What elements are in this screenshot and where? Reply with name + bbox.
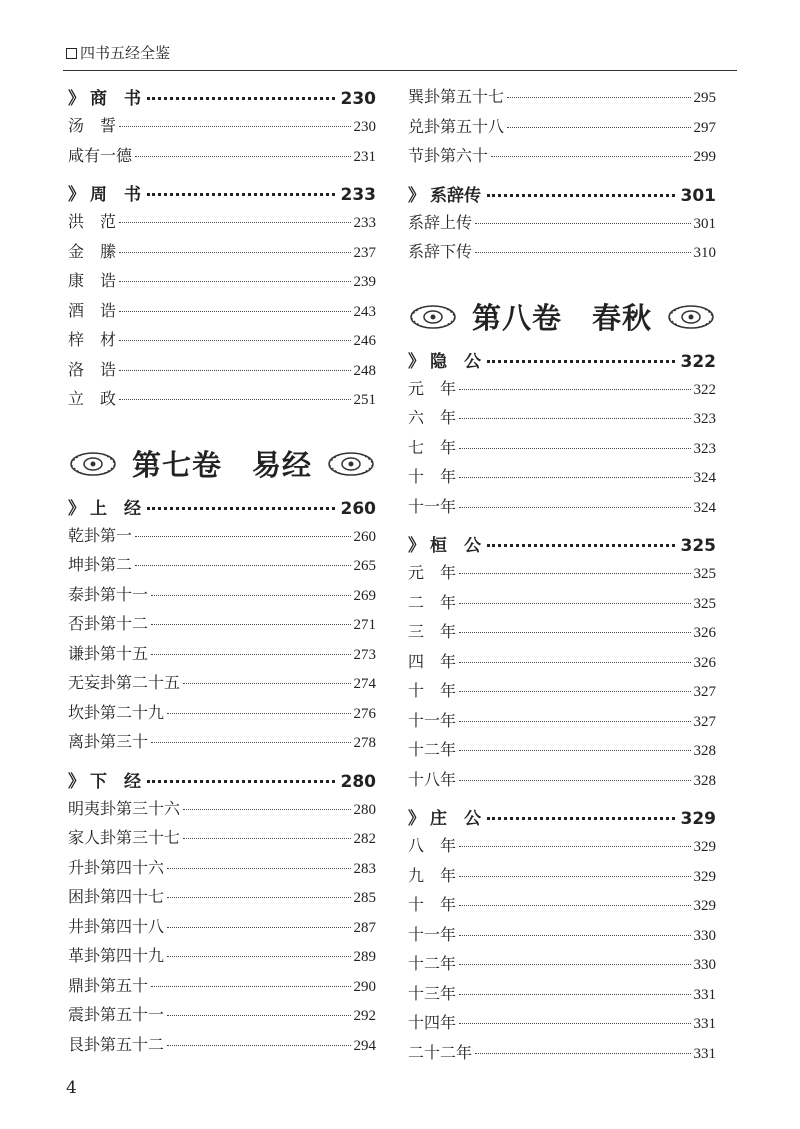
toc-entry[interactable] [408,708,716,738]
toc-section[interactable] [408,531,716,560]
section-page: 325 [680,536,716,556]
entry-title: 金 縢 [68,241,117,261]
header-rule [63,70,737,71]
entry-page: 276 [353,705,376,722]
entry-page: 324 [693,470,716,486]
section-title: 庄 公 [430,809,481,829]
toc-entry[interactable] [408,1010,716,1040]
entry-page: 328 [693,743,716,759]
toc-list [68,523,376,759]
toc-entry[interactable] [68,729,376,759]
toc-entry[interactable] [68,268,376,298]
leader-dots [459,780,690,781]
entry-page: 231 [353,148,376,165]
section-page: 260 [340,498,376,519]
leader-dots [459,964,690,965]
volume-title: 第八卷 春秋 [471,301,652,335]
leader-dots [147,97,335,100]
toc-entry[interactable] [68,552,376,582]
leader-dots [119,281,350,282]
entry-title: 坎卦第二十九 [68,702,165,722]
entry-page: 326 [693,654,716,671]
toc-list [68,113,376,172]
entry-title: 家人卦第三十七 [68,828,181,847]
leader-dots [487,544,675,547]
section-title: 上 经 [90,498,141,519]
entry-page: 271 [353,617,376,633]
entry-title: 谦卦第十五 [68,643,149,663]
leader-dots [167,1015,350,1016]
entry-title: 升卦第四十六 [68,857,165,877]
toc-entry[interactable] [68,796,376,826]
entry-page: 282 [353,831,376,847]
toc-entry[interactable] [68,700,376,730]
toc-entry[interactable] [408,863,716,893]
entry-page: 294 [353,1037,376,1054]
toc-entry[interactable] [68,855,376,885]
leader-dots [459,389,690,390]
toc-entry[interactable] [408,1040,716,1070]
entry-page: 289 [353,949,376,965]
entry-title: 汤 誓 [68,116,117,135]
leader-dots [151,595,350,596]
entry-title: 井卦第四十八 [68,916,165,936]
entry-page: 329 [693,868,716,885]
entry-title: 十一年 [408,710,457,730]
leader-dots [459,846,690,847]
leader-dots [459,662,690,663]
leader-dots [167,956,350,957]
leader-dots [119,370,350,371]
toc-entry[interactable] [68,641,376,671]
leader-dots [119,126,350,127]
toc-entry[interactable] [68,327,376,357]
toc-entry[interactable] [68,523,376,553]
toc-entry[interactable] [408,239,716,269]
entry-title: 十二年 [408,954,457,973]
section-title: 商 书 [90,89,141,109]
entry-title: 兑卦第五十八 [408,116,505,136]
section-arrow-icon: 》 [408,536,425,556]
leader-dots [507,97,690,98]
entry-title: 康 诰 [68,271,117,290]
entry-page: 323 [693,411,716,427]
toc-entry[interactable] [68,209,376,239]
entry-page: 246 [353,333,376,349]
section-page: 230 [340,89,376,109]
entry-page: 297 [693,119,716,136]
toc-section[interactable] [408,804,716,833]
entry-page: 327 [693,713,716,730]
entry-title: 十 年 [408,467,457,486]
toc-entry[interactable] [68,113,376,143]
entry-page: 285 [353,890,376,906]
toc-list [408,376,716,524]
toc-entry[interactable] [408,590,716,620]
entry-page: 274 [353,676,376,692]
entry-page: 292 [353,1008,376,1024]
leader-dots [183,809,350,810]
entry-title: 元 年 [408,563,457,582]
volume-title: 第七卷 易经 [131,448,312,482]
entry-page: 295 [693,90,716,106]
entry-title: 泰卦第十一 [68,584,149,604]
entry-title: 革卦第四十九 [68,946,165,965]
entry-title: 咸有一德 [68,145,133,165]
entry-page: 265 [353,558,376,574]
toc-entry[interactable] [408,892,716,922]
entry-title: 二十二年 [408,1042,473,1062]
entry-title: 洛 诰 [68,359,117,379]
entry-page: 331 [693,1045,716,1062]
entry-title: 十 年 [408,681,457,700]
entry-title: 三 年 [408,622,457,641]
entry-page: 301 [693,215,716,232]
toc-entry[interactable] [68,943,376,973]
entry-title: 十二年 [408,740,457,759]
leader-dots [459,418,690,419]
ornament-right-icon [666,302,716,332]
leader-dots [151,742,350,743]
toc-entry[interactable] [408,494,716,524]
toc-section[interactable] [68,767,376,796]
entry-page: 251 [353,392,376,408]
entry-page: 329 [693,898,716,914]
leader-dots [459,477,690,478]
toc-entry[interactable] [68,143,376,173]
toc-entry[interactable] [408,376,716,406]
leader-dots [151,986,350,987]
leader-dots [459,935,690,936]
section-title: 桓 公 [430,536,481,556]
entry-title: 立 政 [68,389,117,408]
section-page: 280 [340,771,376,792]
toc-entry[interactable] [68,1032,376,1062]
entry-title: 四 年 [408,651,457,671]
entry-page: 324 [693,499,716,516]
entry-title: 元 年 [408,378,457,398]
entry-title: 酒 诰 [68,300,117,320]
toc-entry[interactable] [408,767,716,797]
toc-list [408,833,716,1069]
entry-page: 243 [353,303,376,320]
leader-dots [183,683,350,684]
entry-title: 离卦第三十 [68,732,149,751]
entry-title: 坤卦第二 [68,555,133,574]
entry-title: 鼎卦第五十 [68,975,149,995]
entry-title: 节卦第六十 [408,146,489,165]
entry-title: 六 年 [408,408,457,427]
leader-dots [459,573,690,574]
toc-entry[interactable] [408,833,716,863]
entry-title: 艮卦第五十二 [68,1034,165,1054]
entry-page: 325 [693,566,716,582]
section-page: 301 [680,185,716,206]
entry-title: 系辞下传 [408,242,473,261]
entry-page: 233 [353,215,376,231]
toc-entry[interactable] [408,737,716,767]
volume-heading [68,434,376,494]
section-arrow-icon: 》 [68,185,85,205]
toc-entry[interactable] [408,405,716,435]
leader-dots [147,780,335,783]
leader-dots [151,624,350,625]
entry-page: 310 [693,245,716,261]
section-arrow-icon: 》 [408,351,425,372]
entry-title: 无妄卦第二十五 [68,673,181,692]
leader-dots [459,632,690,633]
toc-entry[interactable] [408,951,716,981]
section-arrow-icon: 》 [68,89,85,109]
entry-page: 278 [353,735,376,751]
leader-dots [475,1053,690,1054]
entry-page: 326 [693,625,716,641]
toc-section[interactable] [68,84,376,113]
leader-dots [487,360,675,363]
entry-title: 系辞上传 [408,212,473,232]
toc-list [68,796,376,1062]
leader-dots [119,399,350,400]
entry-title: 震卦第五十一 [68,1005,165,1024]
toc-entry[interactable] [408,922,716,952]
entry-title: 梓 材 [68,330,117,349]
leader-dots [459,905,690,906]
leader-dots [459,448,690,449]
toc-section[interactable] [408,181,716,210]
entry-title: 十八年 [408,769,457,789]
leader-dots [459,994,690,995]
leader-dots [151,654,350,655]
volume-heading [408,287,716,347]
entry-page: 330 [693,927,716,944]
toc-entry[interactable] [68,670,376,700]
entry-page: 328 [693,772,716,789]
toc-entry[interactable] [408,678,716,708]
entry-page: 237 [353,244,376,261]
section-arrow-icon: 》 [68,771,85,792]
toc-entry[interactable] [68,914,376,944]
toc-entry[interactable] [408,560,716,590]
leader-dots [167,927,350,928]
entry-page: 331 [693,1016,716,1032]
leader-dots [459,750,690,751]
entry-title: 十一年 [408,924,457,944]
entry-page: 327 [693,684,716,700]
entry-title: 乾卦第一 [68,525,133,545]
entry-title: 十四年 [408,1013,457,1032]
toc-entry[interactable] [408,649,716,679]
leader-dots [475,223,690,224]
toc-entry[interactable] [68,973,376,1003]
leader-dots [167,713,350,714]
toc-left-column [68,84,376,1061]
leader-dots [459,603,690,604]
entry-title: 七 年 [408,437,457,457]
toc-list [408,560,716,796]
leader-dots [459,507,690,508]
toc-entry[interactable] [408,114,716,144]
toc-entry[interactable] [68,357,376,387]
entry-title: 十一年 [408,496,457,516]
toc-section[interactable] [68,494,376,523]
entry-title: 十三年 [408,983,457,1003]
leader-dots [167,897,350,898]
leader-dots [487,194,675,197]
entry-page: 273 [353,646,376,663]
leader-dots [487,817,675,820]
toc-right-column [408,84,716,1069]
entry-page: 322 [693,381,716,398]
section-title: 下 经 [90,771,141,792]
entry-page: 287 [353,919,376,936]
leader-dots [459,691,690,692]
toc-entry[interactable] [408,143,716,173]
section-arrow-icon: 》 [68,498,85,519]
leader-dots [507,127,690,128]
leader-dots [167,1045,350,1046]
entry-title: 明夷卦第三十六 [68,798,181,818]
leader-dots [135,536,350,537]
section-arrow-icon: 》 [408,185,425,206]
leader-dots [147,193,335,196]
toc-section[interactable] [408,347,716,376]
book-title: 四书五经全鉴 [80,44,171,62]
toc-list [408,84,716,173]
section-title: 隐 公 [430,351,481,372]
entry-page: 248 [353,362,376,379]
leader-dots [167,868,350,869]
toc-entry[interactable] [408,210,716,240]
section-arrow-icon: 》 [408,809,425,829]
toc-section[interactable] [68,180,376,209]
toc-entry[interactable] [408,464,716,494]
entry-page: 330 [693,957,716,973]
toc-list [408,210,716,269]
entry-title: 洪 范 [68,212,117,231]
entry-page: 269 [353,587,376,604]
entry-page: 260 [353,528,376,545]
ornament-right-icon [326,449,376,479]
entry-title: 否卦第十二 [68,614,149,633]
leader-dots [119,311,350,312]
entry-page: 299 [693,149,716,165]
toc-entry[interactable] [68,386,376,416]
entry-title: 八 年 [408,836,457,855]
toc-entry[interactable] [68,884,376,914]
leader-dots [475,252,690,253]
section-page: 329 [680,809,716,829]
entry-page: 283 [353,860,376,877]
toc-entry[interactable] [408,435,716,465]
entry-page: 325 [693,595,716,612]
section-page: 233 [340,185,376,205]
entry-title: 十 年 [408,895,457,914]
leader-dots [119,252,350,253]
leader-dots [135,565,350,566]
section-title: 周 书 [90,185,141,205]
toc-entry[interactable] [68,1002,376,1032]
ornament-left-icon [68,449,118,479]
leader-dots [459,876,690,877]
entry-title: 困卦第四十七 [68,887,165,906]
leader-dots [459,1023,690,1024]
leader-dots [147,507,335,510]
entry-title: 二 年 [408,592,457,612]
leader-dots [183,838,350,839]
ornament-left-icon [408,302,458,332]
leader-dots [459,721,690,722]
entry-title: 九 年 [408,865,457,885]
toc-entry[interactable] [68,239,376,269]
entry-page: 323 [693,440,716,457]
leader-dots [491,156,690,157]
entry-page: 230 [353,119,376,135]
toc-entry[interactable] [68,582,376,612]
section-title: 系辞传 [430,185,481,206]
header-square-icon [66,48,77,59]
entry-page: 329 [693,839,716,855]
entry-title: 巽卦第五十七 [408,87,505,106]
toc-entry[interactable] [408,981,716,1011]
toc-entry[interactable] [68,611,376,641]
entry-page: 239 [353,274,376,290]
toc-entry[interactable] [68,298,376,328]
running-header [66,44,170,62]
toc-entry[interactable] [408,84,716,114]
toc-entry[interactable] [408,619,716,649]
entry-page: 331 [693,986,716,1003]
section-page: 322 [680,351,716,372]
leader-dots [135,156,350,157]
toc-list [68,209,376,416]
leader-dots [119,340,350,341]
entry-page: 280 [353,801,376,818]
leader-dots [119,222,350,223]
entry-page: 290 [353,978,376,995]
page-number: 4 [66,1078,77,1098]
toc-entry[interactable] [68,825,376,855]
